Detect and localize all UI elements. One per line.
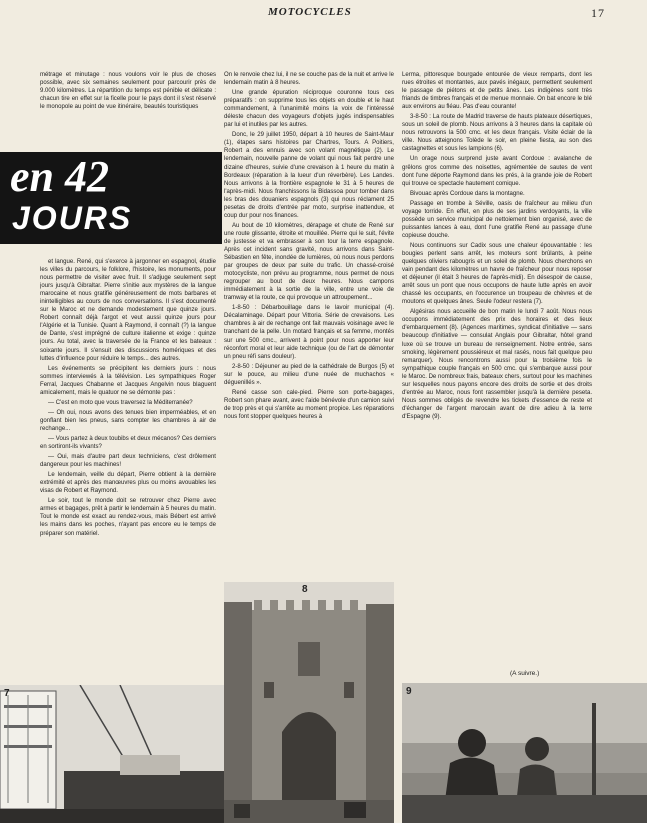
photo-number: 8 <box>302 584 308 595</box>
paragraph: Les événements se précipitent les derniers jours : nous sommes interviewés à la télévision. Les sympathiques Roger Ferral, Jacques Chabanne et Jacques Angelvin nous blaguent amicalement, mais le quatuor ne se démonte pas : <box>40 365 216 396</box>
ferry-illustration <box>0 685 224 823</box>
column-2 <box>224 71 394 579</box>
paragraph: métrage et minutage : nous voulons voir le plus de choses possible, avec six semaines seulement pour parcourir près de 9.000 kilomètres. La répartition du temps est pénible et délicate : chacun tire en effet sur la ficelle pour le pays dont il s'est réservé le monopole au point de vue itinéraire, beautés touristiques <box>40 72 216 111</box>
paragraph: Lerma, pittoresque bourgade entourée de vieux remparts, dont les rues étroites et montantes, aux pavés inégaux, permettent seulement le passage de piétons et de petits ânes. Les indigènes sont très friands de timbres français et de menue monnaie. On bat encore le blé aux environs au fléau. Pas d'eau courante! <box>402 72 592 111</box>
deck-illustration <box>402 683 647 823</box>
to-be-continued: (A suivre.) <box>510 670 540 677</box>
paragraph: Un orage nous surprend juste avant Cordoue : avalanche de grêlons gros comme des noisettes, agrémentée de sautes de vent dont l'une déporte Raymond dans les prés, à la grande joie de Robert qui trouve ce spectacle hautement comique. <box>402 156 592 187</box>
photo-burgos-gate <box>224 582 394 823</box>
paragraph: 2-8-50 : Déjeuner au pied de la cathédrale de Burgos (5) et sur le pouce, au milieu d'une nuée de muchachos « déguenillés ». <box>224 363 394 386</box>
photo-number: 9 <box>406 686 412 697</box>
title-line-2: JOURS <box>12 200 133 236</box>
paragraph: Donc, le 29 juillet 1950, départ à 10 heures de Saint-Maur (1), étapes sans histoires par Chartres, Tours. A Poitiers, Robert a des ennuis avec son volant magnétique (2). Le lendemain, nouvelle panne de volant qui nous fait perdre une dizaine d'heures, suivie d'une crevaison à 1 heure du matin à Bordeaux (réparation à la lueur d'un réverbère). Les Landes. Nous arrivons à la frontière espagnole le 31 à 5 heures de l'après-midi. Nous franchissons la Bidassoa pour tomber dans les bras des douaniers espagnols (3) qui nous réclament 25 pesetas de droits d'entrée par moto, surprise inattendue, et coup dur pour nos finances. <box>224 132 394 219</box>
paragraph: Le lendemain, veille du départ, Pierre obtient à la dernière extrémité et après des manœuvres plus ou moins avouables les visas de Robert et Raymond. <box>40 472 216 495</box>
paragraph: 3-8-50 : La route de Madrid traverse de hauts plateaux désertiques, sous un soleil de plomb. Nous arrivons à 3 heures dans la capitale où nous retrouvons la 500 cmc. et les deux français. Visite éclair de la ville. Nous atteignons Tolède le soir, en pleine fiesta, au son des castagnettes et sous les lampions (6). <box>402 114 592 153</box>
paragraph: — Oh oui, nous avons des tenues bien imperméables, et en gonflant bien les pneus, sans compter les chambres à air de rechange... <box>40 409 216 432</box>
photo-on-deck <box>402 683 647 823</box>
page-number: 17 <box>591 6 605 20</box>
running-header: MOTOCYCLES <box>268 6 352 18</box>
photo-number: 7 <box>4 688 10 699</box>
burgos-gate-illustration <box>224 582 394 823</box>
paragraph: Algésiras nous accueille de bon matin le lundi 7 août. Nous nous occupons immédiatement des prix des horaires et des lieux d'embarquement (8). (Agences maritimes, syndicat d'initiative — sans beaucoup d'initiative — consulat Anglais pour Gibraltar, hôtel grand luxe où se trouve un bureau de renseignement. Notre entrée, sans smoking, légèrement poussiéreux et mal rasés, nous fait quelque peu remarquer). Nous rencontrons aussi pour la troisième fois le sympathique couple français en 500 cmc. qui s'embarque aussi pour le Maroc. De nombreux frais, bateaux chers, surtout pour les machines sur lesquelles nous payons encore des droits de sortie et des droits d'entrée au Maroc, nous font rassembler jusqu'à la dernière peseta. Nous sommes obligés de revendre les tickets d'essence de reste et d'échanger de l'argent marocain avant de dire adieu à la terre d'Espagne (9). <box>402 309 592 420</box>
column-1-top <box>40 71 216 151</box>
paragraph: Nous continuons sur Cadix sous une chaleur épouvantable : les bougies perlent sans arrêt, les moteurs sont brûlants, à peine quelques oliviers rabougris et un soleil de plomb. Nous cherchons en vain pendant des kilomètres un havre de fraîcheur pour nous reposer et déjeuner (il était 3 heures de l'après-midi). En désespoir de cause, arrêt sous un pont que nous occupons de haute lutte après en avoir chassé les occupants, en l'occurence un troupeau de chèvres et de moutons et quelques ânes. Seule l'odeur restera (7). <box>402 242 592 306</box>
paragraph: Passage en trombe à Séville, oasis de fraîcheur au milieu d'un voyage torride. En effet, en plus de ses jardins verdoyants, la ville possède un service municipal de nettoiement bien organisé, avec de puissantes lances à eau, dont l'une gratifie René au passage d'une copieuse douche. <box>402 200 592 239</box>
paragraph: 1-8-50 : Débarbouillage dans le lavoir municipal (4). Décalaminage. Départ pour Vittoria. Série de crevaisons. Les chambres à air de rechange ont fait mauvais voisinage avec le tranchant de la pelle. Un motard français et sa femme, montés sur une 500 cmc., arrivent à point pour nous apporter leur réconfort moral et leur aide technique (ou de l'art de démonter un pneu réfi sans douleur). <box>224 305 394 360</box>
paragraph: René casse son cale-pied. Pierre son porte-bagages, Robert son phare avant, avec l'aide bénévole d'un camion suivi de trop près et qui s'arrête au moment propice. Les réparations nous font stopper quelques heures à <box>224 389 394 420</box>
paragraph: — Oui, mais d'autre part deux techniciens, c'est drôlement dangereux pour les machines! <box>40 454 216 469</box>
paragraph: Une grande épuration réciproque couronne tous ces préparatifs : on supprime tous les objets en double et le haut commandement, à l'unanimité moins la voix de l'intéressé déleste chacun des voyageurs d'objets jugés indispensables par lui et inutiles par les autres. <box>224 90 394 129</box>
photo-ferry <box>0 685 224 823</box>
title-line-1: en 42 <box>10 152 109 201</box>
paragraph: Le soir, tout le monde doit se retrouver chez Pierre avec armes et bagages, prêt à partir le lendemain à 5 heures du matin. Tout le monde est exact au rendez-vous, mais Bébert est arrivé les mains dans les poches, n'ayant pas encore eu le temps de préparer son matériel. <box>40 498 216 537</box>
paragraph: Bivouac après Cordoue dans la montagne. <box>410 190 525 197</box>
paragraph: On le renvoie chez lui, il ne se couche pas de la nuit et arrive le lendemain matin à 8 heures. <box>224 72 394 87</box>
paragraph: — C'est en moto que vous traversez la Méditerranée? <box>48 399 193 406</box>
column-3 <box>402 71 592 667</box>
title-banner <box>0 152 222 244</box>
paragraph: Au bout de 10 kilomètres, dérapage et chute de René sur une route glissante, étroite et mouillée. Pierre qui le suit, l'évite de justesse et va embrasser à son tour la terre espagnole. Après cet incident sans gravité, nous arrivons dans Saint-Sébastien en fête, inondée de lumières, où nous nous perdons par groupes de deux par suite du trafic. Un chassé-croisé motocycliste, non prévu au programme, nous permet de nous regrouper au bout de deux heures. Nous campons immédiatement à la sortie de la ville, entre une voie de tramway et la route, ce qui provoque un attroupement... <box>224 222 394 302</box>
paragraph: — Vous partez à deux toubibs et deux mécanos? Ces derniers en sortiront-ils vivants? <box>40 435 216 451</box>
paragraph: et langue. René, qui s'exerce à jargonner en espagnol, étudie les villes du parcours, le folklore, l'histoire, les monuments, pour nous permettre de visiter avec fruit. Il s'adjuge seulement sept jours jusqu'à Gibraltar. Pierre s'initie aux mystères de la langue marocaine et nous gratifie généreusement de mots barbares et inintelligibles au cours de nos conversations. Il s'est documenté sur le Maroc et ne demande modestement que quinze jours. Robert connaît déjà l'argot et veut aussi quinze jours pour l'Algérie et la Tunisie. Quant à Raymond, il connaît (?) la langue de Dante, s'est imprégné de culture italienne et exige : quinze jours. Au total, avec la traversée de la France et les bateaux : soixante jours. Il s'ensuit des discussions homériques et des luttes d'influence pour réduire le temps... des autres. <box>40 259 216 362</box>
column-1-bottom <box>40 258 216 658</box>
